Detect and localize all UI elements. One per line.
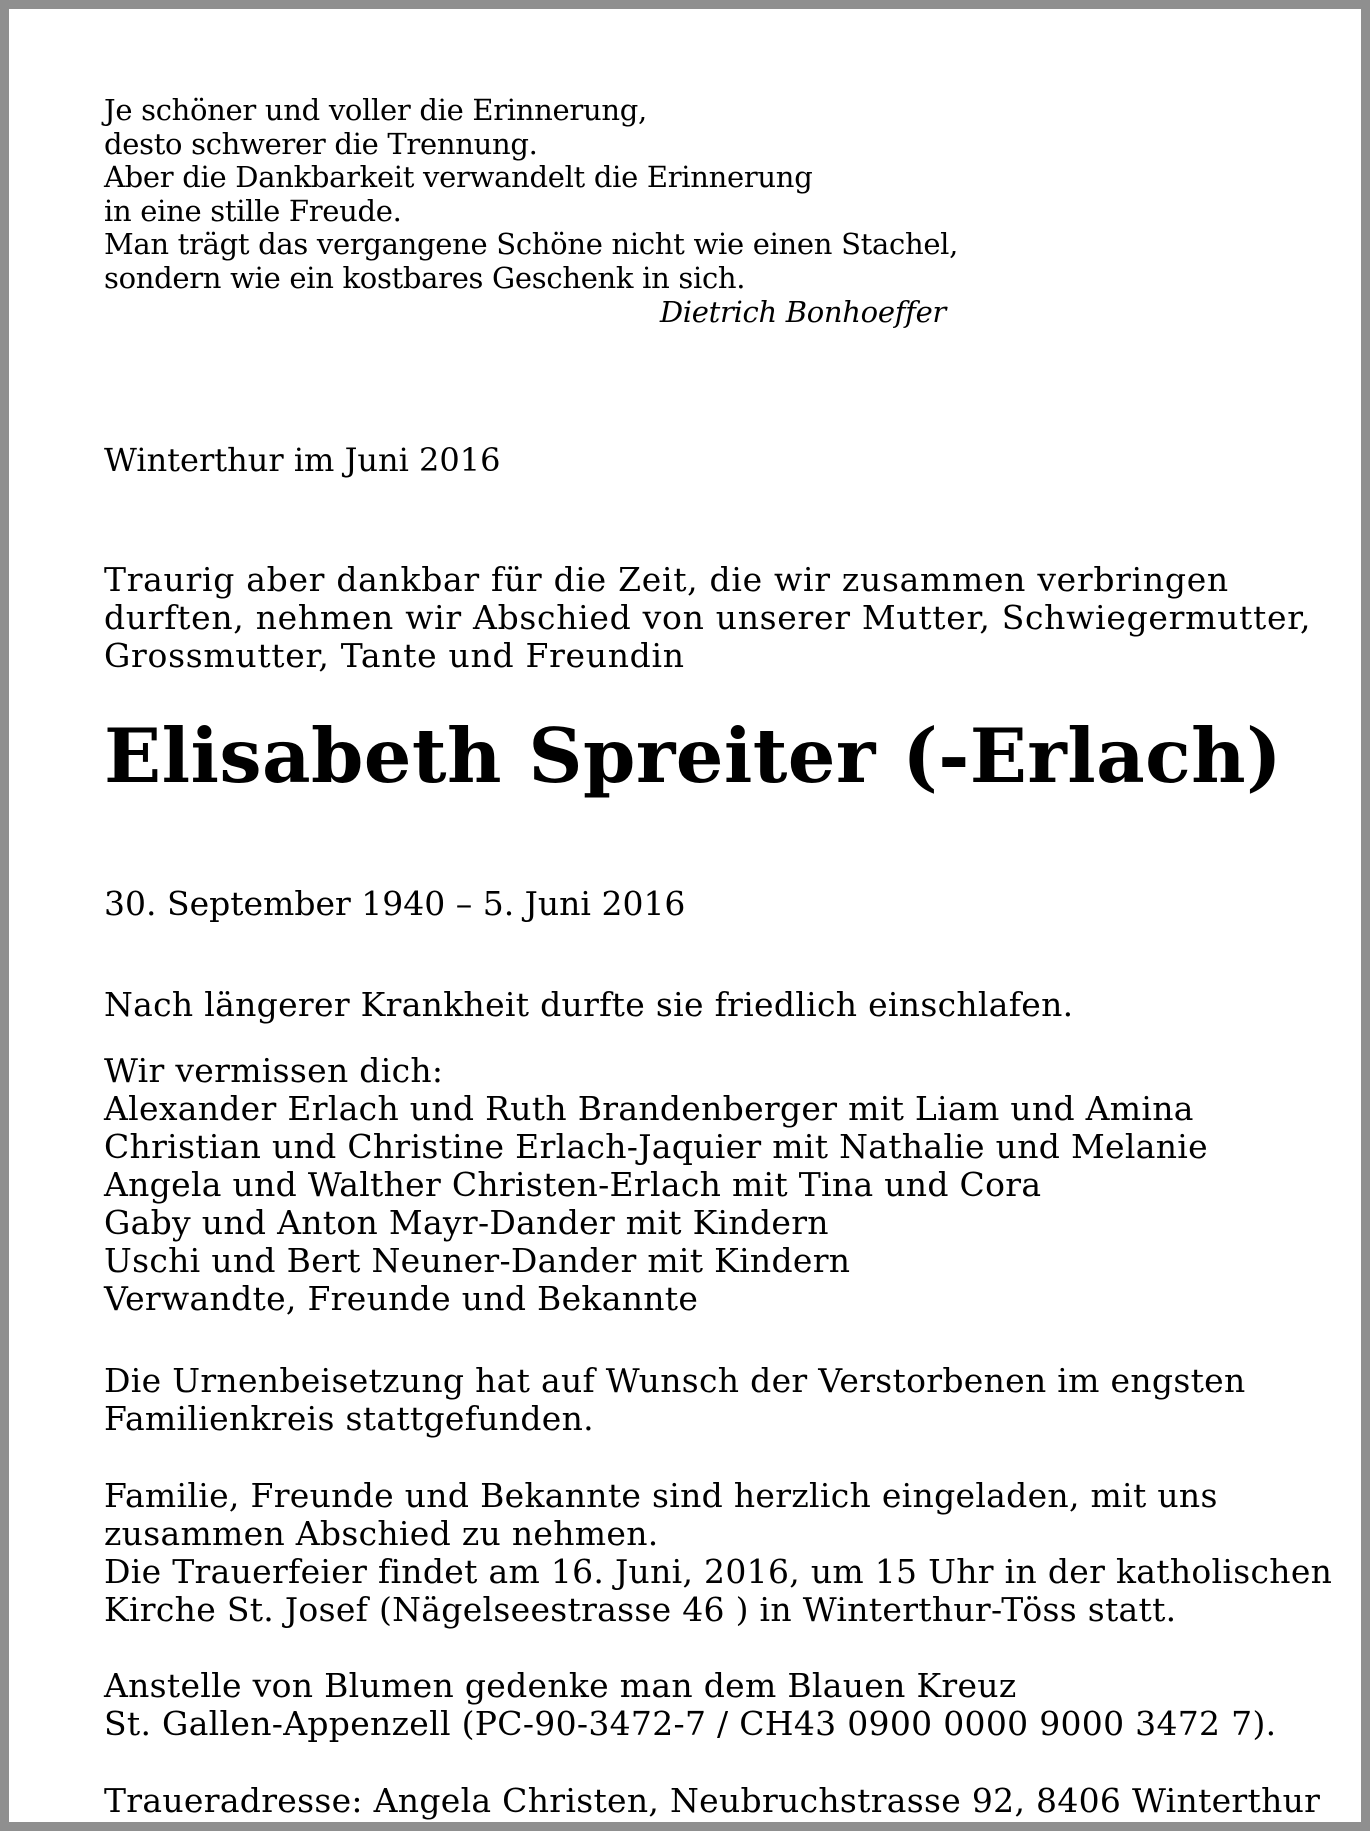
quote-line: sondern wie ein kostbares Geschenk in sich.	[104, 260, 746, 295]
mourners-heading: Wir vermissen dich:	[104, 1051, 444, 1090]
death-note	[104, 986, 1073, 1024]
mourning-address	[104, 1782, 1320, 1820]
intro-line: durften, nehmen wir Abschied von unserer Mutter, Schwiegermutter,	[104, 598, 1312, 637]
death-note-text: Nach längerer Krankheit durfte sie friedlich einschlafen.	[104, 985, 1074, 1024]
ceremony-line: Kirche St. Josef (Nägelseestrasse 46 ) in Winterthur-Töss statt.	[104, 1590, 1177, 1629]
place-date: Winterthur im Juni 2016	[104, 441, 501, 479]
quote-line: Aber die Dankbarkeit verwandelt die Erinnerung	[104, 160, 813, 195]
mourner-line: Gaby und Anton Mayr-Dander mit Kindern	[104, 1203, 829, 1242]
donation-info	[104, 1667, 1276, 1743]
burial-line: Die Urnenbeisetzung hat auf Wunsch der Verstorbenen im engsten	[104, 1361, 1246, 1400]
intro-line: Grossmutter, Tante und Freundin	[104, 636, 685, 675]
quote-line: Man trägt das vergangene Schöne nicht wie einen Stachel,	[104, 227, 959, 262]
quote-line: in eine stille Freude.	[104, 193, 402, 228]
burial-line: Familienkreis stattgefunden.	[104, 1399, 594, 1438]
mourners-list	[104, 1052, 1208, 1318]
intro-text	[104, 561, 1344, 675]
quote-block	[104, 94, 1334, 329]
life-dates: 30. September 1940 – 5. Juni 2016	[104, 884, 686, 923]
obituary-content	[104, 93, 1334, 1820]
quote-line: desto schwerer die Trennung.	[104, 126, 538, 161]
donation-line: Anstelle von Blumen gedenke man dem Blauen Kreuz	[104, 1666, 1017, 1705]
ceremony-line: zusammen Abschied zu nehmen.	[104, 1514, 659, 1553]
ceremony-line: Die Trauerfeier findet am 16. Juni, 2016, um 15 Uhr in der katholischen	[104, 1552, 1333, 1591]
deceased-name: Elisabeth Spreiter (-Erlach)	[104, 712, 1282, 800]
intro-line: Traurig aber dankbar für die Zeit, die wir zusammen verbringen	[104, 560, 1229, 599]
mourner-line: Verwandte, Freunde und Bekannte	[104, 1279, 699, 1318]
quote-line: Je schöner und voller die Erinnerung,	[104, 93, 647, 127]
burial-note	[104, 1362, 1246, 1438]
ceremony-info	[104, 1477, 1332, 1629]
quote-author: Dietrich Bonhoeffer	[659, 294, 946, 329]
mourner-line: Uschi und Bert Neuner-Dander mit Kindern	[104, 1241, 851, 1280]
donation-line: St. Gallen-Appenzell (PC-90-3472-7 / CH43 0900 0000 9000 3472 7).	[104, 1704, 1277, 1743]
mourner-line: Christian und Christine Erlach-Jaquier mit Nathalie und Melanie	[104, 1127, 1208, 1166]
address-text: Traueradresse: Angela Christen, Neubruchstrasse 92, 8406 Winterthur	[104, 1781, 1321, 1820]
mourner-line: Angela und Walther Christen-Erlach mit Tina und Cora	[104, 1165, 1042, 1204]
mourner-line: Alexander Erlach und Ruth Brandenberger mit Liam und Amina	[104, 1089, 1194, 1128]
ceremony-line: Familie, Freunde und Bekannte sind herzlich eingeladen, mit uns	[104, 1476, 1218, 1515]
